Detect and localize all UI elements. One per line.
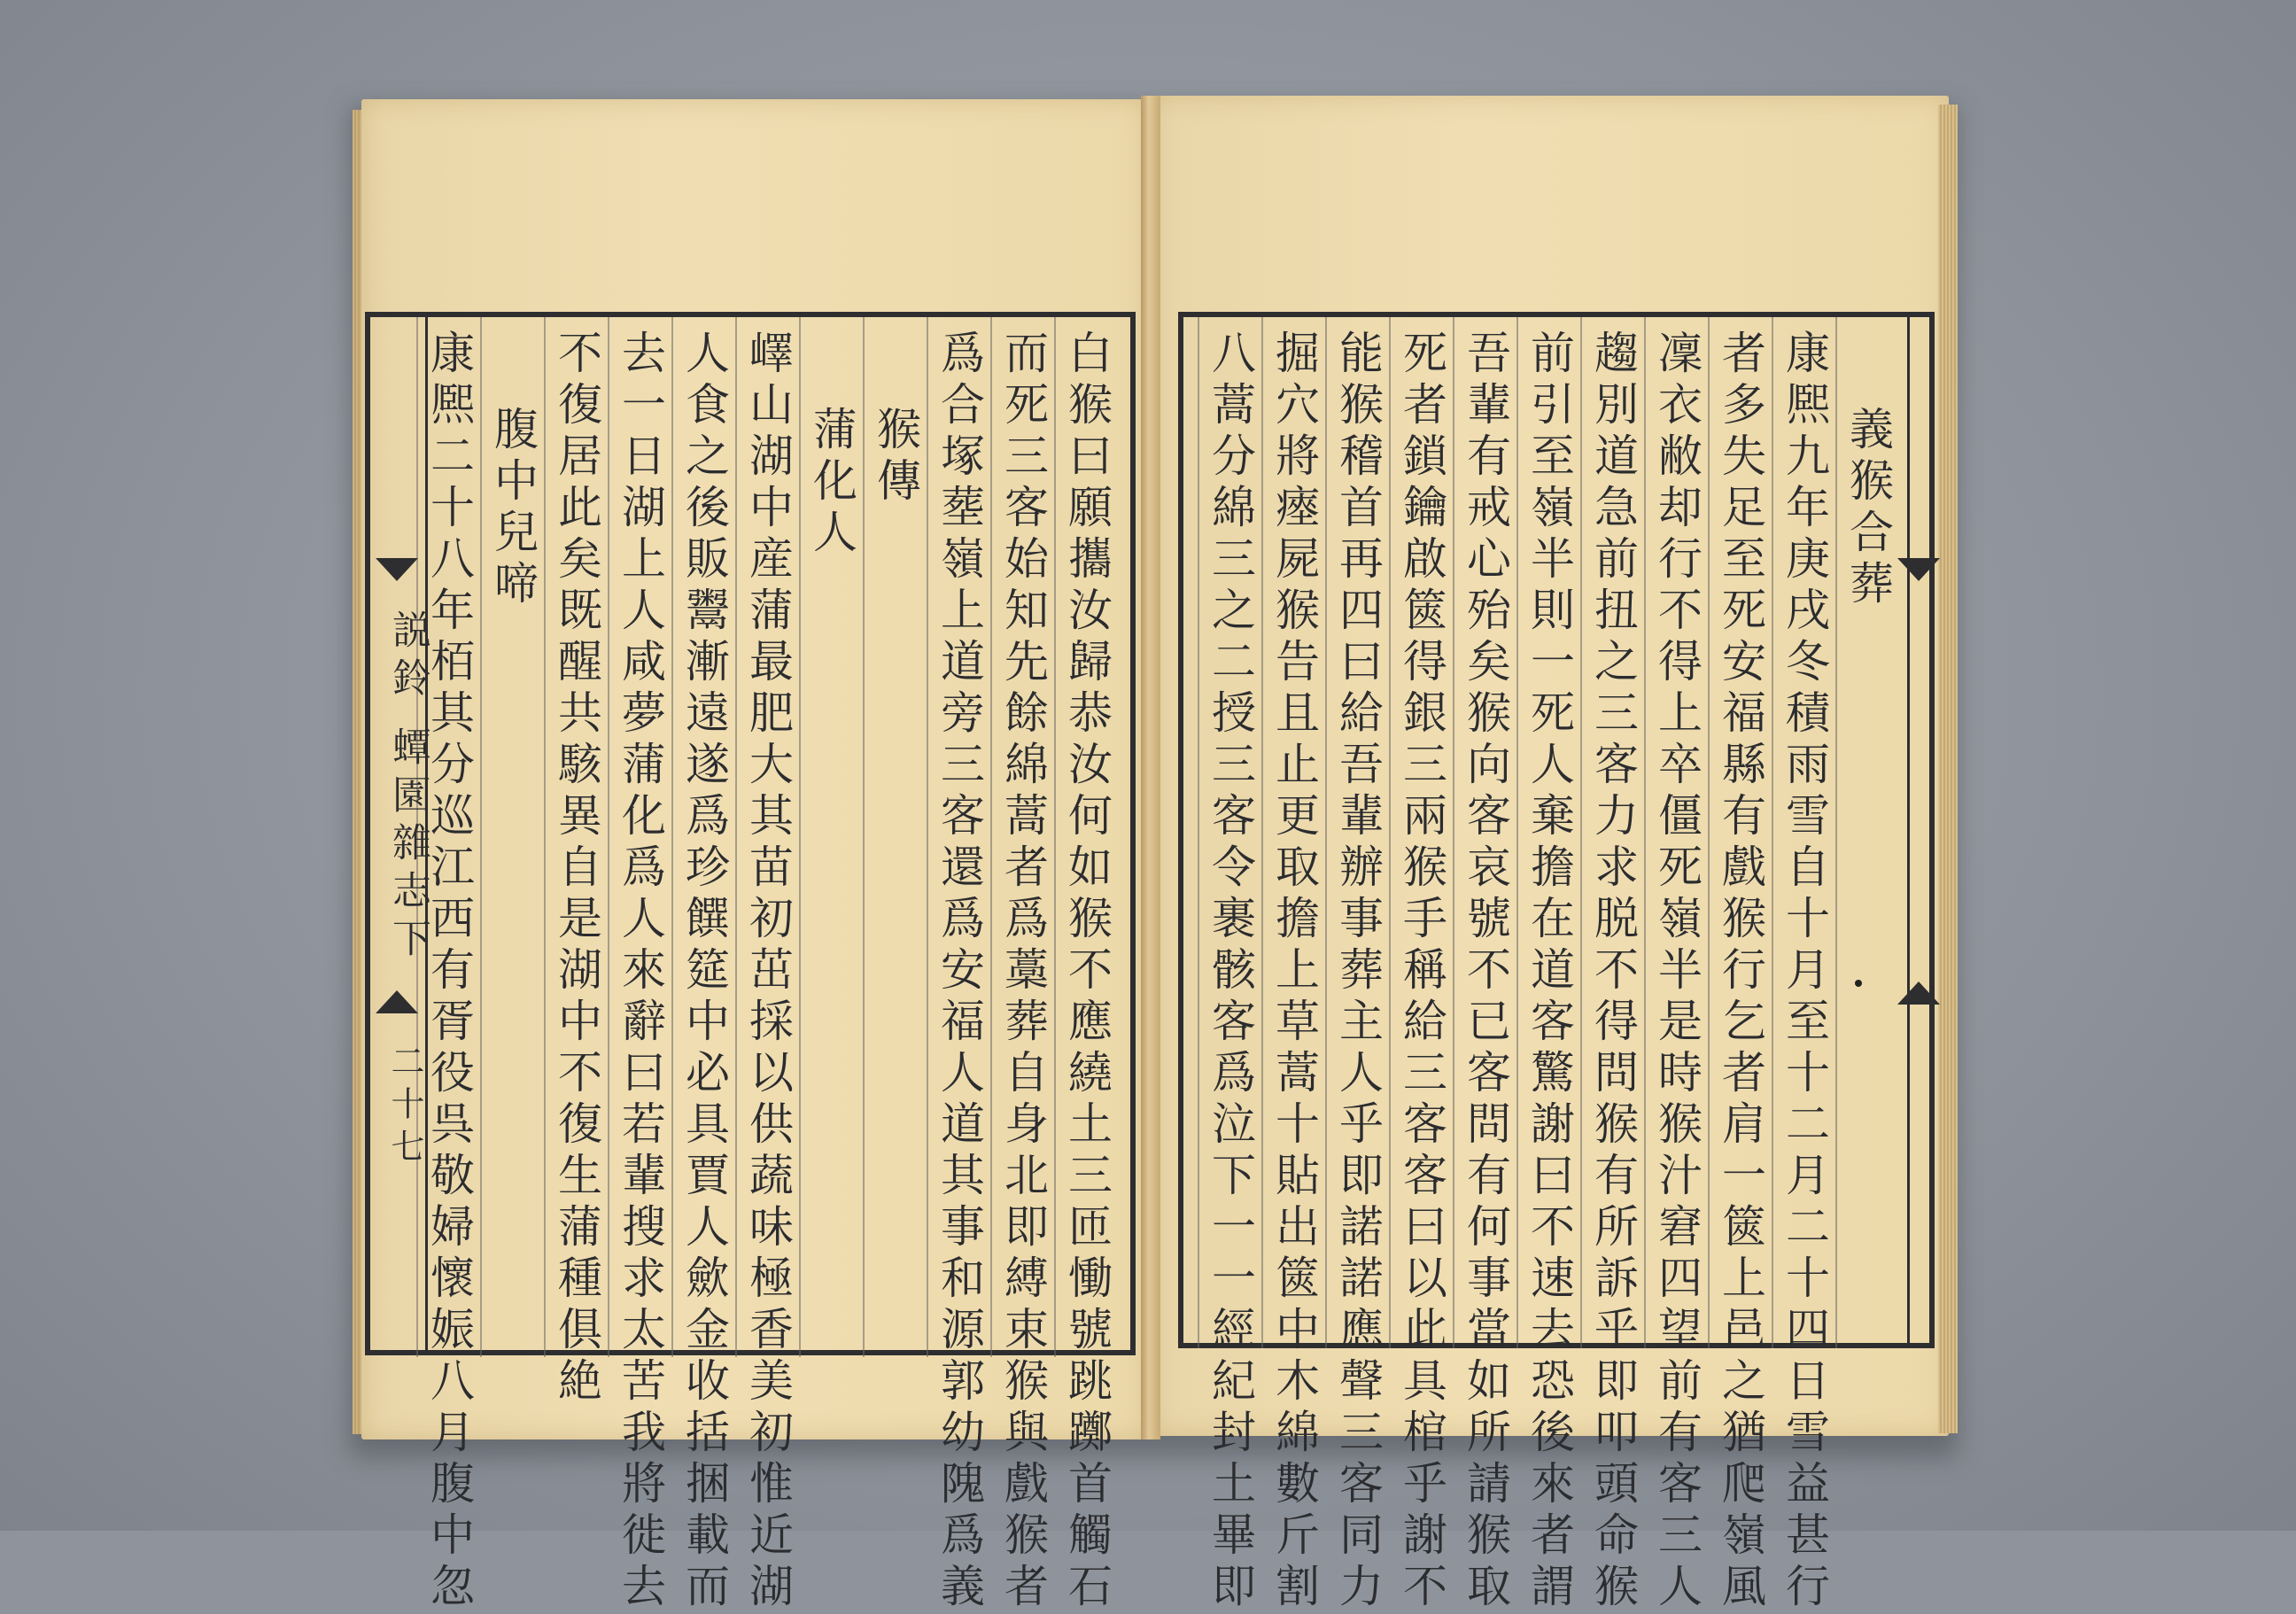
fishtail-right-lower-icon (1897, 982, 1940, 1005)
text-column: 義猴合葬 (1842, 406, 1894, 611)
text-column: 白猴曰願攜汝歸恭汝何如猴不應繞土三匝慟號跳躑首觸石 (1061, 330, 1113, 1614)
column-rule (480, 317, 482, 1357)
column-rule (1453, 317, 1454, 1348)
text-column: 而死三客始知先餘綿蒿者爲藁葬自身北即縛束猴與戲猴者 (997, 330, 1049, 1614)
text-column: 康熈二十八年栢其分巡江西有胥役呉敬婦懷娠八月腹中忽 (423, 330, 475, 1614)
left-text-block (370, 317, 1130, 1614)
column-rule (1516, 317, 1518, 1348)
text-column: 者多失足至死安福縣有戲猴行乞者肩一篋上邑之猶爬嶺風 (1715, 330, 1766, 1614)
column-rule (735, 317, 737, 1357)
text-column: 死者鎖鑰啟篋得銀三兩猴手稱給三客客曰以此具棺乎謝不 (1396, 330, 1447, 1614)
text-column: 不復居此矣既醒共駭異自是湖中不復生蒲種俱絶 (551, 330, 602, 1408)
text-column: 蒲化人 (806, 406, 857, 560)
text-column: 腹中兒啼 (487, 406, 539, 611)
fishtail-right-upper-icon (1897, 558, 1940, 581)
left-printed-frame (365, 312, 1136, 1614)
ink-spot (1855, 980, 1862, 987)
column-rule (608, 317, 609, 1357)
text-column: 八蒿分綿三之二授三客令裹骸客爲泣下一一經紀封土畢即 (1205, 330, 1256, 1614)
fishtail-upper-icon (376, 558, 418, 581)
text-column: 去一日湖上人咸夢蒲化爲人來辭曰若輩搜求太苦我將徙去 (615, 330, 666, 1614)
right-page-edges (1938, 105, 1958, 1433)
column-rule (671, 317, 673, 1357)
right-margin-strip (1907, 317, 1929, 1343)
text-column: 掘穴將瘞屍猴告且止更取擔上草蒿十貼出篋中木綿數斤割 (1268, 330, 1320, 1614)
column-rule (927, 317, 928, 1357)
column-rule (544, 317, 546, 1357)
right-text-block (1183, 317, 1929, 1614)
fishtail-lower-icon (376, 990, 418, 1013)
column-rule (1198, 317, 1199, 1348)
text-column: 凜衣敝却行不得上卒僵死嶺半是時猴汁窘四望前有客三人 (1651, 330, 1703, 1614)
right-printed-frame (1178, 312, 1935, 1614)
column-rule (863, 317, 865, 1357)
text-column: 能猴稽首再四曰給吾輩辦事葬主人乎即諾諾應聲三客同力 (1332, 330, 1384, 1614)
column-rule (1644, 317, 1646, 1348)
text-column: 吾輩有戒心殆矣猴向客哀號不已客問有何事當如所請猴取 (1460, 330, 1511, 1614)
column-rule (1054, 317, 1056, 1357)
left-page-number: 二十七 (385, 1044, 424, 1171)
column-rule (1389, 317, 1391, 1348)
text-column: 前引至嶺半則一死人棄擔在道客驚謝曰不速去恐後來者謂 (1524, 330, 1575, 1614)
column-rule (990, 317, 992, 1357)
column-rule (1325, 317, 1327, 1348)
text-column: 嶧山湖中産蒲最肥大其苗初茁採以供蔬味極香美初惟近湖 (742, 330, 794, 1614)
column-rule (1835, 317, 1837, 1348)
column-rule (1708, 317, 1710, 1348)
left-margin-strip (370, 317, 428, 1350)
column-rule (1261, 317, 1263, 1348)
text-column: 人食之後販鬻漸遠遂爲珍饌筵中必具賈人歛金收括捆載而 (679, 330, 730, 1614)
text-column: 猴傳 (870, 406, 921, 508)
column-rule (1580, 317, 1582, 1348)
book-gutter (1141, 96, 1160, 1439)
text-column: 趨別道急前扭之三客力求脱不得問猴有所訴乎即叩頭命猴 (1587, 330, 1639, 1614)
text-column: 康熈九年庚戌冬積雨雪自十月至十二月二十四日雪益甚行 (1779, 330, 1830, 1614)
left-margin-title: 説鈴 蟫園雜志下 (385, 609, 430, 966)
column-rule (1772, 317, 1773, 1348)
column-rule (799, 317, 801, 1357)
text-column: 爲合塚塟嶺上道旁三客還爲安福人道其事和源郭幼隗爲義 (934, 330, 985, 1614)
